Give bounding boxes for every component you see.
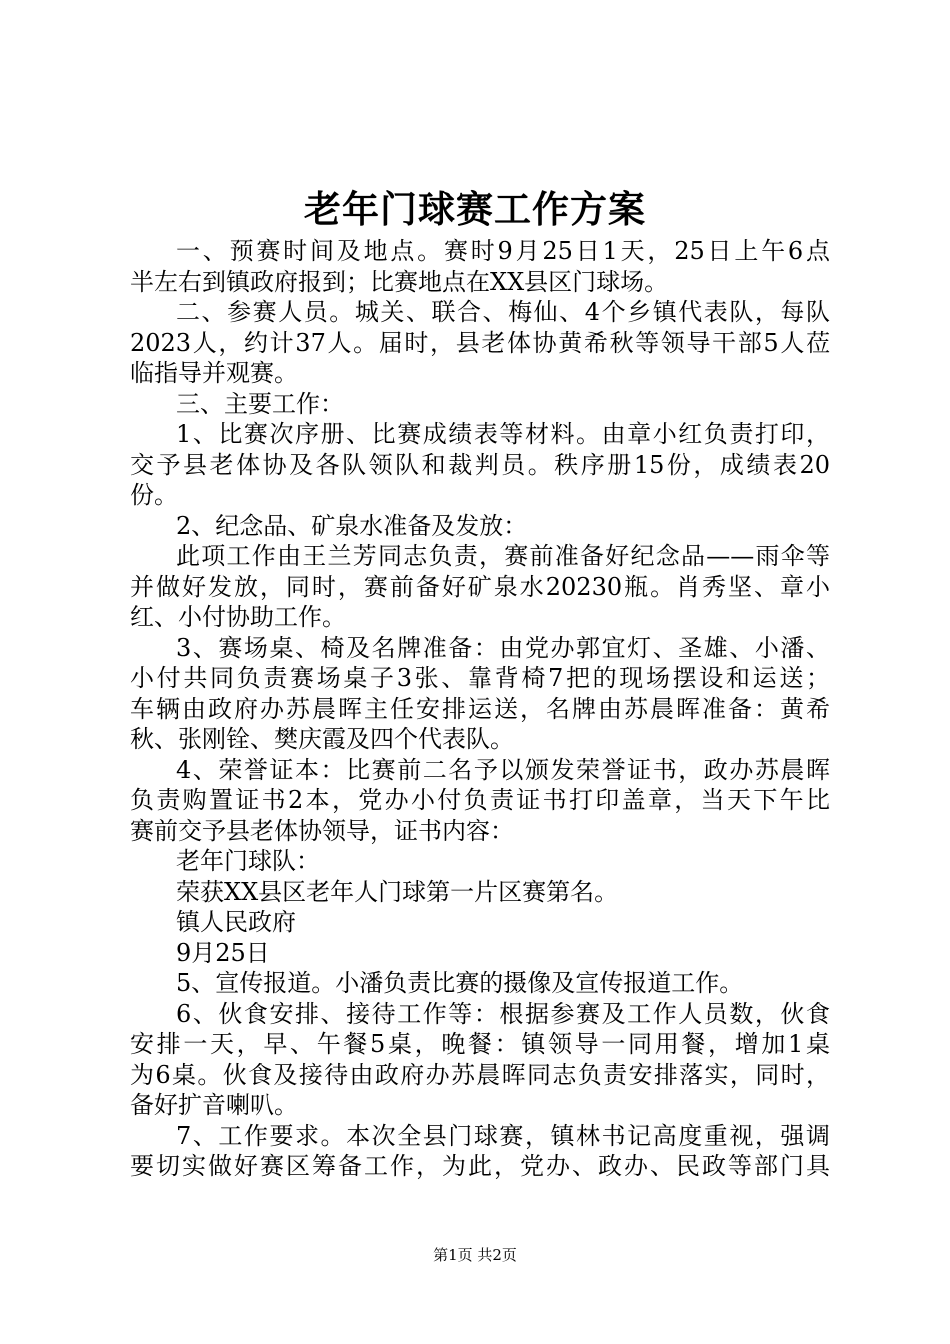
text-line: 5、宣传报道。小潘负责比赛的摄像及宣传报道工作。 [176, 969, 744, 997]
paragraph [130, 541, 830, 633]
paragraph [130, 907, 830, 938]
text-line: 要切实做好赛区筹备工作，为此，党办、政办、民政等部门具 [130, 1152, 830, 1180]
text-line: 为6桌。伙食及接待由政府办苏晨晖同志负责安排落实，同时， [130, 1060, 830, 1089]
text-line: 负责购置证书2本，党办小付负责证书打印盖章，当天下午比 [130, 786, 830, 814]
text-line: 3、赛场桌、椅及名牌准备：由党办郭宜灯、圣雄、小潘、 [176, 633, 830, 662]
paragraph [130, 1121, 830, 1182]
text-line: 赛前交予县老体协领导，证书内容： [130, 816, 514, 845]
text-line: 4、荣誉证本：比赛前二名予以颁发荣誉证书，政办苏晨晖 [176, 755, 830, 784]
document-body [130, 236, 830, 1182]
paragraph [130, 846, 830, 877]
text-line: 份。 [130, 481, 178, 509]
text-line: 2023人，约计37人。届时，县老体协黄希秋等领导干部5人莅 [130, 328, 830, 357]
text-line: 7、工作要求。本次全县门球赛，镇林书记高度重视，强调 [176, 1121, 830, 1150]
text-line: 镇人民政府 [176, 908, 296, 936]
text-line: 交予县老体协及各队领队和裁判员。秩序册15份，成绩表20 [130, 450, 830, 479]
paragraph [130, 633, 830, 755]
text-line: 1、比赛次序册、比赛成绩表等材料。由章小红负责打印， [176, 420, 830, 448]
text-line: 半左右到镇政府报到；比赛地点在XX县区门球场。 [130, 267, 669, 296]
text-line: 此项工作由王兰芳同志负责，赛前准备好纪念品——雨伞等 [176, 542, 830, 570]
paragraph [130, 968, 830, 999]
text-line: 一、预赛时间及地点。赛时9月25日1天，25日上午6点 [176, 237, 830, 265]
paragraph [130, 511, 830, 542]
paragraph [130, 419, 830, 511]
page-footer: 第1页 共2页 [433, 1246, 517, 1264]
text-line: 红、小付协助工作。 [130, 603, 346, 631]
text-line: 备好扩音喇叭。 [130, 1091, 298, 1119]
text-line: 三、主要工作： [176, 389, 344, 418]
text-line: 二、参赛人员。城关、联合、梅仙、4个乡镇代表队，每队 [176, 298, 830, 326]
paragraph [130, 755, 830, 847]
document-title: 老年门球赛工作方案 [304, 187, 646, 231]
text-line: 老年门球队： [176, 847, 320, 875]
paragraph [130, 938, 830, 969]
paragraph [130, 297, 830, 389]
text-line: 9月25日 [176, 938, 270, 967]
text-line: 临指导并观赛。 [130, 359, 298, 387]
text-line: 车辆由政府办苏晨晖主任安排运送，名牌由苏晨晖准备：黄希 [130, 694, 830, 723]
text-line: 秋、张刚铨、樊庆霞及四个代表队。 [130, 725, 514, 753]
paragraph [130, 389, 830, 420]
text-line: 2、纪念品、矿泉水准备及发放： [176, 511, 528, 540]
paragraph [130, 236, 830, 297]
text-line: 并做好发放，同时，赛前备好矿泉水20230瓶。肖秀坚、章小 [130, 572, 830, 601]
text-line: 6、伙食安排、接待工作等：根据参赛及工作人员数，伙食 [176, 999, 830, 1028]
text-line: 荣获XX县区老年人门球第一片区赛第名。 [176, 877, 619, 906]
text-line: 安排一天，早、午餐5桌，晚餐：镇领导一同用餐，增加1桌 [130, 1030, 830, 1058]
paragraph [130, 999, 830, 1121]
paragraph [130, 877, 830, 908]
text-line: 小付共同负责赛场桌子3张、靠背椅7把的现场摆设和运送； [130, 664, 830, 692]
